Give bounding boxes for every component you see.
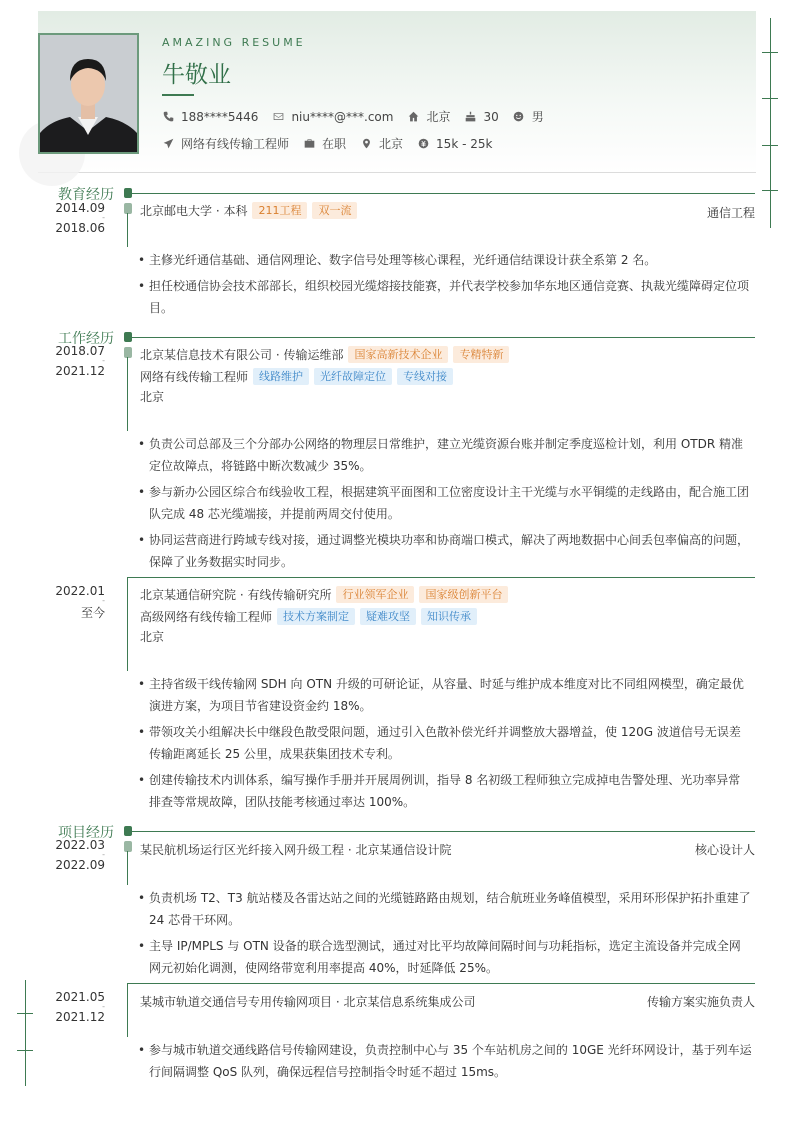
tag-badge: 线路维护: [253, 368, 309, 385]
bullet-dot: •: [138, 1043, 146, 1057]
location-icon: [360, 138, 372, 150]
age-text: 30: [483, 109, 499, 124]
email-text: niu****@***.com: [291, 109, 394, 124]
date-end: 2021.12: [55, 364, 105, 378]
tag-badge: 行业领军企业: [336, 586, 414, 603]
work-city: 北京: [140, 630, 165, 644]
home-text: 北京: [426, 110, 451, 124]
brand-label: AMAZING RESUME: [162, 36, 306, 49]
intention-text: 网络有线传输工程师: [181, 137, 290, 151]
timeline-marker: [124, 347, 132, 358]
smile-icon: [513, 111, 525, 123]
bullet-dot: •: [138, 437, 146, 451]
date-dash: -: [102, 1002, 105, 1011]
bullet-dot: •: [138, 891, 146, 905]
position-row: [140, 608, 477, 625]
tag-badge: 技术方案制定: [277, 608, 355, 625]
info-row-personal: [162, 108, 558, 125]
entry-separator: [128, 983, 755, 984]
bullet-text: 参与城市轨道交通线路信号传输网建设，负责控制中心与 35 个车站机房之间的 10GE 光纤环网设计，基于列车运行间隔调整 QoS 队列，确保远程信号控制指令时延不超过 15ms。: [149, 1043, 752, 1079]
date-end: 2018.06: [55, 221, 105, 235]
section-title-work: 工作经历: [58, 331, 114, 347]
timeline-line: [127, 577, 128, 671]
position-name: 网络有线传输工程师: [140, 370, 249, 384]
edu-date: [35, 201, 105, 235]
work-date: [35, 344, 105, 378]
tag-badge: 双一流: [312, 202, 357, 219]
tag-badge: 光纤故障定位: [314, 368, 392, 385]
bullet-text: 担任校通信协会技术部部长，组织校园光缆熔接技能赛，并代表学校参加华东地区通信竞赛、执裁光缆障碍定位项目。: [149, 279, 750, 315]
project-role: 核心设计人: [694, 843, 755, 857]
name-underline: [162, 94, 194, 96]
bullet-text: 主导 IP/MPLS 与 OTN 设备的联合选型测试，通过对比平均故障间隔时间与功耗指标，选定主流设备并完成全网网元初始化调测，使网络带宽利用率提高 40%，时延降低 25%。: [149, 939, 741, 975]
avatar: [38, 33, 139, 154]
date-dash: -: [102, 213, 105, 222]
mail-icon: [272, 111, 284, 123]
position-row: [140, 368, 453, 385]
bullet-dot: •: [138, 485, 146, 499]
decor-tick: [17, 1050, 33, 1051]
bullet-item: [138, 673, 752, 717]
bullet-text: 主修光纤通信基础、通信网理论、数字信号处理等核心课程，光纤通信结课设计获全系第 2 名。: [149, 253, 657, 267]
send-icon: [162, 138, 174, 150]
tag-badge: 专线对接: [397, 368, 453, 385]
decor-tick: [762, 52, 778, 53]
bullet-text: 协同运营商进行跨域专线对接，通过调整光模块功率和协商端口模式，解决了两地数据中心间丢包率偏高的问题，保障了业务数据实时同步。: [149, 533, 750, 569]
tag-badge: 专精特新: [453, 346, 509, 363]
edu-school-row: [140, 202, 357, 219]
date-dash: -: [102, 596, 105, 605]
company-name: 北京某通信研究院 · 有线传输研究所: [140, 588, 332, 602]
tag-badge: 211工程: [252, 202, 307, 219]
money-icon: [417, 138, 429, 150]
bullet-dot: •: [138, 533, 146, 547]
candidate-name: 牛敬业: [162, 62, 231, 88]
home-icon: [407, 111, 419, 123]
section-title-projects: 项目经历: [58, 825, 114, 841]
date-end: 2022.09: [55, 858, 105, 872]
bullet-dot: •: [138, 939, 146, 953]
bullet-item: [138, 887, 752, 931]
school-name: 北京邮电大学 · 本科: [140, 204, 248, 218]
section-marker: [124, 332, 132, 342]
decor-tick: [762, 98, 778, 99]
bullet-item: [138, 481, 752, 525]
bullet-dot: •: [138, 773, 146, 787]
info-row-job: [162, 135, 506, 152]
bullet-dot: •: [138, 253, 146, 267]
decor-line-right: [770, 18, 771, 228]
date-start: 2022.01: [55, 584, 105, 598]
bullet-item: [138, 433, 752, 477]
company-row: [140, 586, 508, 603]
bullet-item: [138, 249, 752, 271]
date-end: 至今: [80, 606, 105, 620]
timeline-line: [127, 357, 128, 431]
bullet-text: 负责公司总部及三个分部办公网络的物理层日常维护，建立光缆资源台账并制定季度巡检计划，利用 OTDR 精准定位故障点，将链路中断次数减少 35%。: [149, 437, 743, 473]
bullet-item: [138, 721, 752, 765]
timeline-marker: [124, 203, 132, 214]
info-gender: [513, 108, 544, 125]
section-marker: [124, 826, 132, 836]
work-city: 北京: [140, 390, 165, 404]
decor-line-left: [25, 980, 26, 1086]
work-date: [35, 584, 105, 621]
briefcase-icon: [303, 138, 315, 150]
project-role: 传输方案实施负责人: [646, 995, 755, 1009]
bullet-dot: •: [138, 279, 146, 293]
date-dash: -: [102, 356, 105, 365]
gender-text: 男: [531, 110, 544, 124]
info-phone: [162, 110, 258, 124]
bullet-item: [138, 1039, 752, 1083]
bullet-item: [138, 769, 752, 813]
info-intention: [162, 135, 289, 152]
project-date: [35, 838, 105, 872]
timeline-line: [127, 213, 128, 247]
info-age: [464, 110, 498, 124]
project-name: 某民航机场运行区光纤接入网升级工程 · 北京某通信设计院: [140, 843, 452, 857]
bullet-text: 负责机场 T2、T3 航站楼及各雷达站之间的光缆链路路由规划，结合航班业务峰值模型，采用环形保护拓扑重建了 24 芯骨干环网。: [149, 891, 751, 927]
bullet-item: [138, 275, 752, 319]
info-salary: [417, 137, 492, 151]
tag-badge: 国家级创新平台: [419, 586, 508, 603]
section-line: [128, 831, 755, 832]
bullet-item: [138, 935, 752, 979]
company-row: [140, 346, 509, 363]
decor-tick: [17, 1013, 33, 1014]
decor-tick: [762, 145, 778, 146]
date-end: 2021.12: [55, 1010, 105, 1024]
date-start: 2022.03: [55, 838, 105, 852]
company-name: 北京某信息技术有限公司 · 传输运维部: [140, 348, 344, 362]
project-name-row: [140, 993, 475, 1010]
section-marker: [124, 188, 132, 198]
date-start: 2014.09: [55, 201, 105, 215]
timeline-line: [127, 851, 128, 885]
info-city: [360, 135, 403, 152]
bullet-dot: •: [138, 677, 146, 691]
decor-tick: [762, 190, 778, 191]
section-line: [128, 193, 755, 194]
project-date: [35, 990, 105, 1024]
tag-badge: 国家高新技术企业: [348, 346, 448, 363]
tag-badge: 疑难攻坚: [360, 608, 416, 625]
tag-badge: 知识传承: [421, 608, 477, 625]
bullet-text: 参与新办公园区综合布线验收工程，根据建筑平面图和工位密度设计主干光缆与水平铜缆的走线路由，配合施工团队完成 48 芯光缆端接，并提前两周交付使用。: [149, 485, 750, 521]
bullet-item: [138, 529, 752, 573]
salary-text: 15k - 25k: [436, 136, 493, 151]
timeline-line: [127, 983, 128, 1037]
bullet-text: 创建传输技术内训体系，编写操作手册并开展周例训，指导 8 名初级工程师独立完成掉电告警处理、光功率异常排查等常规故障，团队技能考核通过率达 100%。: [149, 773, 741, 809]
project-name-row: [140, 841, 451, 858]
bullet-dot: •: [138, 725, 146, 739]
cake-icon: [464, 111, 476, 123]
section-line: [128, 337, 755, 338]
date-start: 2021.05: [55, 990, 105, 1004]
date-dash: -: [102, 850, 105, 859]
status-text: 在职: [322, 137, 347, 151]
timeline-marker: [124, 841, 132, 852]
city-text: 北京: [379, 137, 404, 151]
phone-icon: [162, 111, 174, 123]
info-status: [303, 135, 346, 152]
entry-separator: [128, 577, 755, 578]
phone-text: 188****5446: [181, 109, 259, 124]
info-home: [407, 108, 450, 125]
info-email: [272, 110, 393, 124]
date-start: 2018.07: [55, 344, 105, 358]
section-title-education: 教育经历: [58, 187, 114, 203]
edu-major: 通信工程: [706, 206, 755, 220]
bullet-text: 主持省级干线传输网 SDH 向 OTN 升级的可研论证，从容量、时延与维护成本维度对比不同组网模型，确定最优演进方案，为项目节省建设资金约 18%。: [149, 677, 744, 713]
bullet-text: 带领攻关小组解决长中继段色散受限问题，通过引入色散补偿光纤并调整放大器增益，使 120G 波道信号无误差传输距离延长 25 公里，成果获集团技术专利。: [149, 725, 741, 761]
position-name: 高级网络有线传输工程师: [140, 610, 273, 624]
project-name: 某城市轨道交通信号专用传输网项目 · 北京某信息系统集成公司: [140, 995, 476, 1009]
